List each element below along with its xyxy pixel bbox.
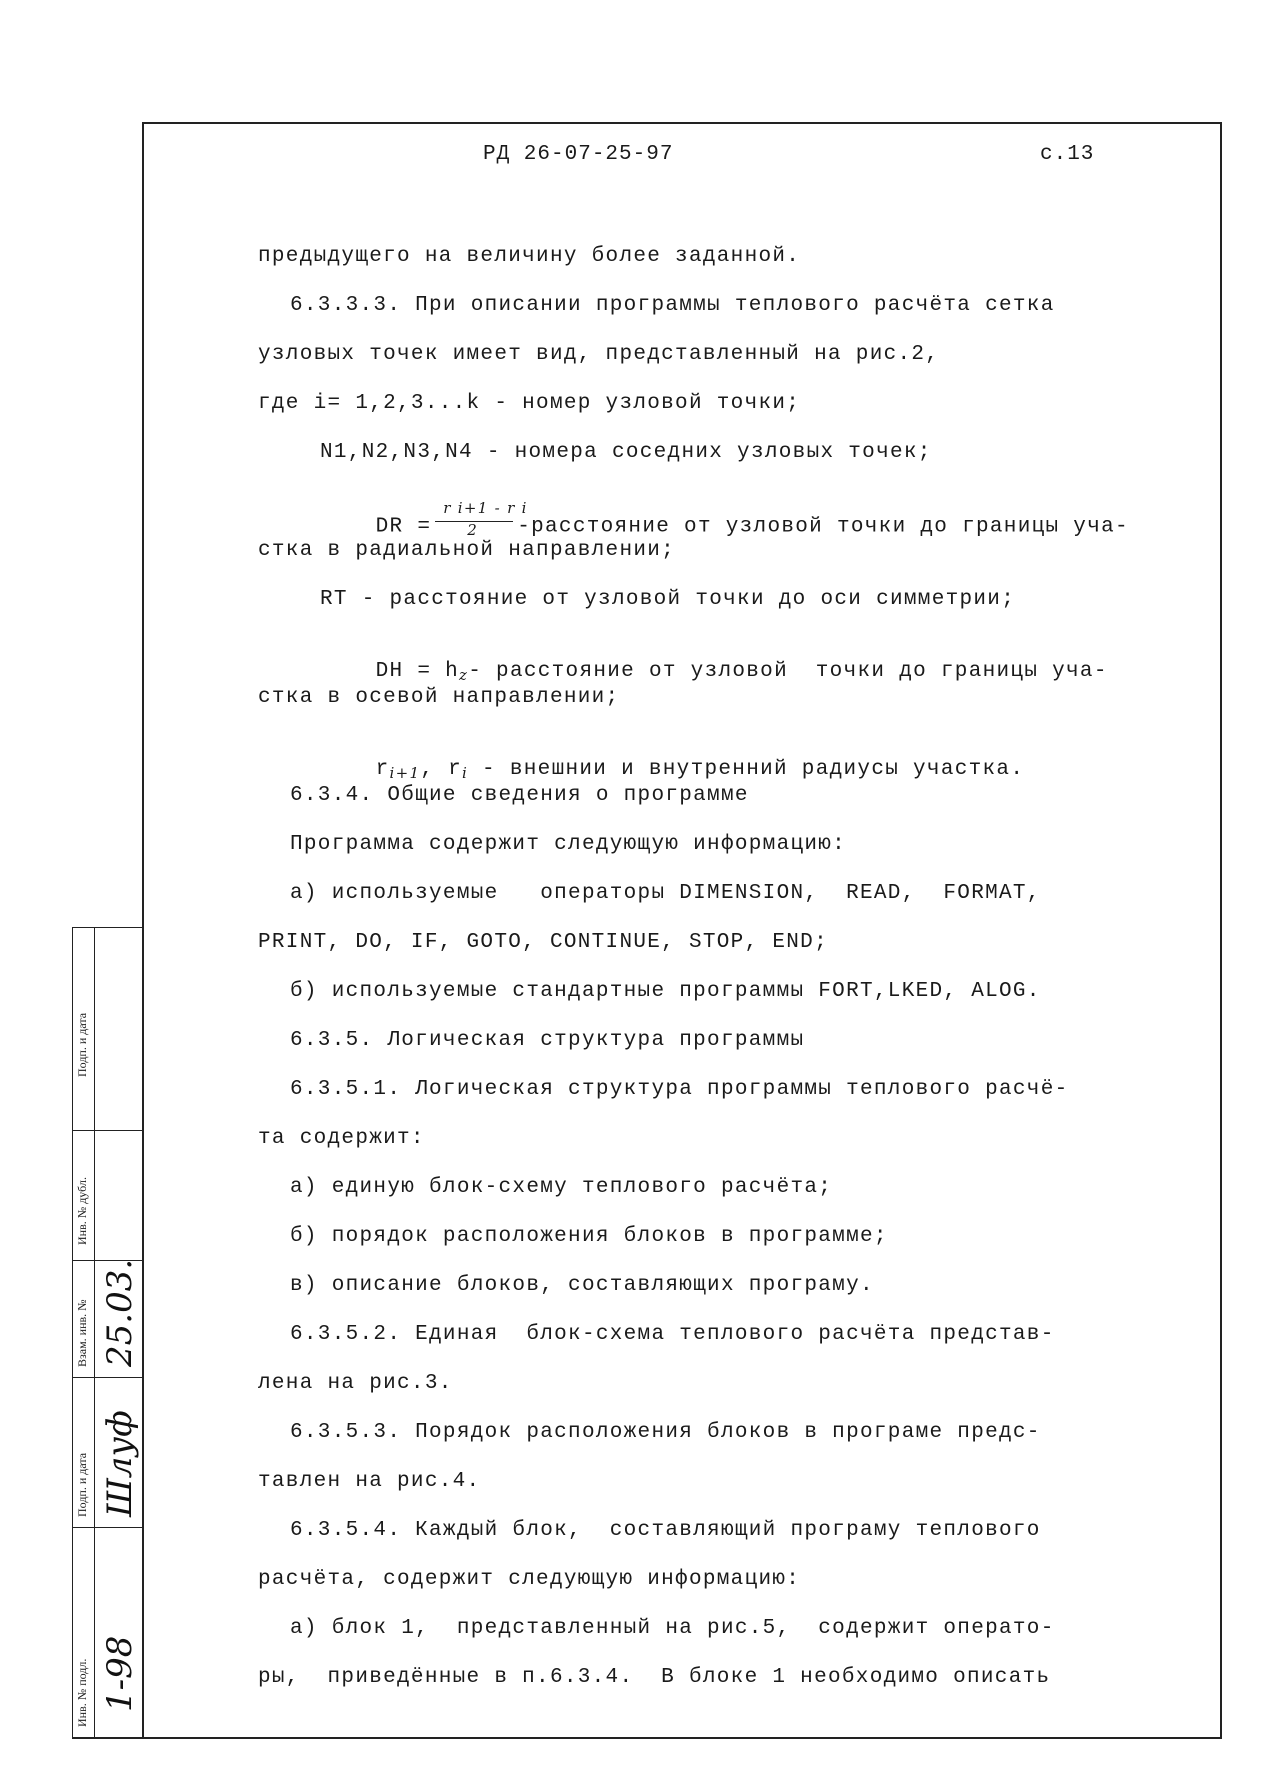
text-line: тавлен на рис.4. [258, 1470, 481, 1493]
text-line: предыдущего на величину более заданной. [258, 245, 801, 268]
text-line: 6.3.5.2. Единая блок-схема теплового расчёта представ- [290, 1323, 1055, 1346]
fraction-denominator: 2 [467, 521, 479, 539]
text-line: PRINT, DO, IF, GOTO, CONTINUE, STOP, END; [258, 931, 828, 954]
handwritten-inventory-number: 1-98 [100, 1635, 140, 1712]
text-line: стка в осевой направлении; [258, 686, 620, 709]
text-line: где i= 1,2,3...k - номер узловой точки; [258, 392, 801, 415]
fraction-formula [431, 499, 528, 539]
text-line: б) используемые стандартные программы FORT,LKED, ALOG. [290, 980, 1041, 1003]
document-code: РД 26-07-25-97 [483, 143, 674, 166]
text-line: б) порядок расположения блоков в программе; [290, 1225, 888, 1248]
text-line: ры, приведённые в п.6.3.4. В блоке 1 необходимо описать [258, 1666, 1051, 1689]
page-frame-right [1220, 122, 1222, 1738]
text-line: 6.3.5.1. Логическая структура программы теплового расчё- [290, 1078, 1069, 1101]
text-line: а) блок 1, представленный на рис.5, содержит операто- [290, 1617, 1055, 1640]
text-line: Программа содержит следующую информацию: [290, 833, 847, 856]
stamp-divider [72, 1130, 142, 1131]
stamp-border [72, 927, 142, 928]
page-number: с.13 [1040, 143, 1095, 166]
text-fragment: DR = [375, 515, 432, 539]
stamp-label-dup-inv: Инв. № дубл. [75, 1177, 89, 1245]
stamp-label-sign-date-2: Подп. и дата [75, 1452, 89, 1517]
subscript: i [462, 764, 469, 782]
text-fragment: , r [420, 758, 463, 781]
stamp-label-orig-inv: Инв. № подл. [75, 1658, 89, 1727]
section-heading: 6.3.5. Логическая структура программы [290, 1029, 805, 1052]
stamp-label-replace-inv: Взам. инв. № [75, 1299, 89, 1367]
text-line: 6.3.5.3. Порядок расположения блоков в програме предс- [290, 1421, 1041, 1444]
stamp-divider [72, 1377, 142, 1378]
text-line: в) описание блоков, составляющих програму. [290, 1274, 874, 1297]
text-line: а) единую блок-схему теплового расчёта; [290, 1176, 833, 1199]
text-line: а) используемые операторы DIMENSION, READ, FORMAT, [290, 882, 1041, 905]
text-fragment: DH = h [375, 660, 460, 683]
text-line: N1,N2,N3,N4 - номера соседних узловых точек; [320, 441, 932, 464]
stamp-divider [72, 1527, 142, 1528]
text-line: лена на рис.3. [258, 1372, 453, 1395]
margin-stamp-table [72, 927, 142, 1738]
text-fragment: r [375, 758, 390, 781]
stamp-divider [94, 927, 95, 1738]
text-fragment: - внешнии и внутренний радиусы участка. [468, 758, 1025, 781]
stamp-border [72, 927, 73, 1738]
text-line: расчёта, содержит следующую информацию: [258, 1568, 801, 1591]
handwritten-date: 25.03. [100, 1258, 140, 1367]
page-frame-top [142, 122, 1222, 124]
section-heading: 6.3.4. Общие сведения о программе [290, 784, 749, 807]
text-line: та содержит: [258, 1127, 425, 1150]
fraction-numerator: r i+1 - r i [443, 499, 528, 517]
handwritten-signature: Шлуф [100, 1410, 140, 1517]
text-fragment: - расстояние от узловой точки до границы уча- [468, 660, 1108, 683]
text-line: RT - расстояние от узловой точки до оси симметрии; [320, 588, 1016, 611]
text-line: 6.3.3.3. При описании программы теплового расчёта сетка [290, 294, 1055, 317]
stamp-label-sign-date: Подп. и дата [75, 1012, 89, 1077]
text-fragment: -расстояние от узловой точки до границы уча- [517, 515, 1129, 539]
text-line: стка в радиальной направлении; [258, 539, 676, 562]
page-frame-bottom [72, 1737, 1222, 1739]
text-line: 6.3.5.4. Каждый блок, составляющий програму теплового [290, 1519, 1041, 1542]
subscript: i+1 [389, 764, 421, 782]
text-line: узловых точек имеет вид, представленный на рис.2, [258, 343, 940, 366]
subscript: z [459, 666, 469, 684]
page-frame-left [142, 122, 144, 1738]
